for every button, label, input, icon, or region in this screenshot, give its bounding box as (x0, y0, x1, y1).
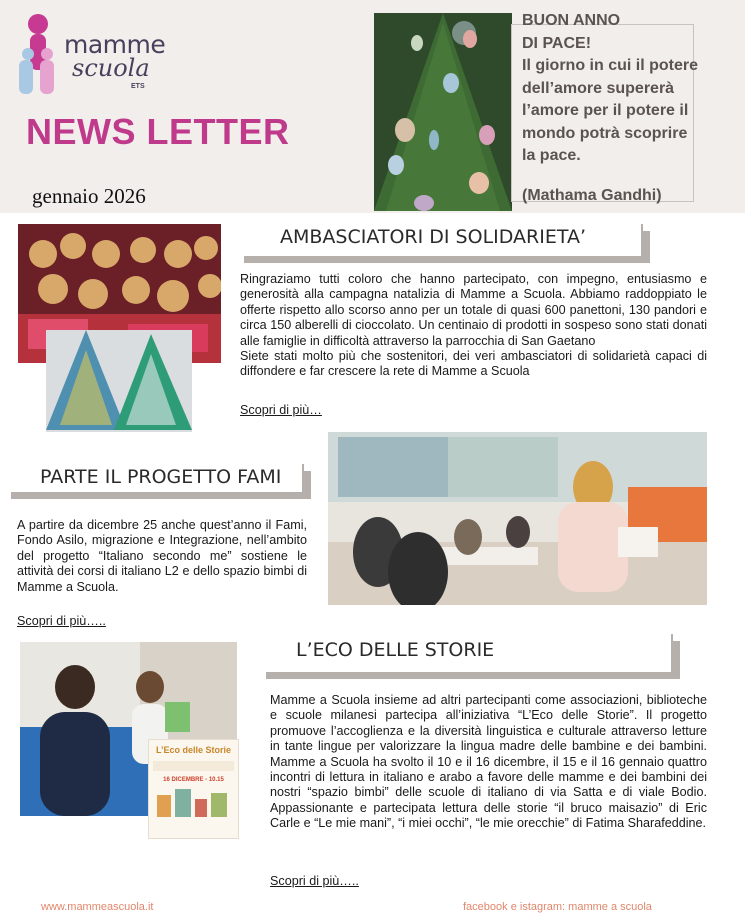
poster-date: 16 DICEMBRE - 10.15 (163, 777, 224, 783)
fami-read-more-link[interactable]: Scopri di più….. (17, 614, 106, 628)
poster-illustration-icon (149, 783, 238, 823)
footer-social-text: facebook e istagram: mamme a scuola (463, 901, 652, 913)
christmas-tree-photo (374, 13, 512, 211)
ambasciatori-paragraph: Siete stati molto più che sostenitori, dei veri ambasciatori di solidarietà capaci di diffondere e far crescere la rete di Mamme a Scuola (240, 349, 707, 379)
ambasciatori-body (240, 272, 707, 380)
quote-author: (Mathama Gandhi) (522, 187, 662, 204)
eco-read-more-link[interactable]: Scopri di più….. (270, 874, 359, 888)
eco-title: L’ECO DELLE STORIE (296, 639, 495, 661)
ambasciatori-title: AMBASCIATORI DI SOLIDARIETA’ (280, 226, 587, 248)
quote-line: l’amore per il potere il (522, 102, 689, 119)
fami-title: PARTE IL PROGETTO FAMI (40, 466, 282, 488)
newsletter-title: NEWS LETTER (26, 111, 290, 152)
eco-body: Mamme a Scuola insieme ad altri partecipanti come associazioni, biblioteche e scuole milanesi partecipa all’iniziativa “L’Eco delle Storie”. Il progetto promuove l’accoglienza e la diversità linguistica e culturale attraverso letture in tante lingue per valorizzare la lingua madre delle bambine e dei bambini. Mamme a Scuola ha svolto il 10 e il 16 dicembre, il 15 e il 16 gennaio quattro incontri di lettura in italiano e arabo a favore delle mamme e dei bambini dei nostri “spazio bimbi” delle scuole di italiano di via Satta e di viale Bodio. Appassionante e partecipata lettura delle storie “il bruco maisazio” di Eric Carle e “Le mie mani”, “i miei occhi”, “le mie orecchie” di Fatima Sharafeddine. (270, 693, 707, 831)
poster-text-block (153, 761, 234, 771)
new-year-quote (522, 10, 732, 168)
event-poster (148, 739, 239, 839)
quote-line: DI PACE! (522, 34, 592, 52)
logo-text-mamme: mamme (64, 30, 166, 59)
fami-body: A partire da dicembre 25 anche quest’anno il Fami, Fondo Asilo, migrazione e Integrazione, nell’ambito del progetto “Italiano secondo me” sostiene le attività dei corsi di italiano L2 e dello spazio bimbi di Mamme a Scuola. (17, 518, 307, 594)
quote-line: la pace. (522, 147, 581, 164)
classroom-photo (328, 432, 707, 605)
quote-line: BUON ANNO (522, 12, 621, 29)
poster-title: L’Eco delle Storie (155, 745, 232, 755)
quote-line: Il giorno in cui il potere (522, 57, 699, 74)
ambasciatori-read-more-link[interactable]: Scopri di più… (240, 403, 322, 417)
chocolate-trees-photo (46, 330, 192, 432)
ambasciatori-paragraph: Ringraziamo tutti coloro che hanno partecipato, con impegno, entusiasmo e generosità alla campagna natalizia di Mamme a Scuola. Abbiamo raddoppiato le offerte rispetto allo scorso anno per un totale di quasi 600 panettoni, 130 pandori e circa 150 alberelli di cioccolato. Un centinaio di prodotti in sospeso sono stati donati alle famiglie in difficoltà attraverso la parrocchia di San Gaetano (240, 272, 707, 348)
issue-date: gennaio 2026 (32, 184, 146, 208)
quote-line: dell’amore supererà (522, 79, 675, 97)
quote-line: mondo potrà scoprire (522, 124, 688, 142)
logo-text-scuola: scuola (72, 54, 150, 82)
logo-text-ets: ETS (131, 83, 145, 90)
footer-website-link[interactable]: www.mammeascuola.it (41, 901, 154, 913)
